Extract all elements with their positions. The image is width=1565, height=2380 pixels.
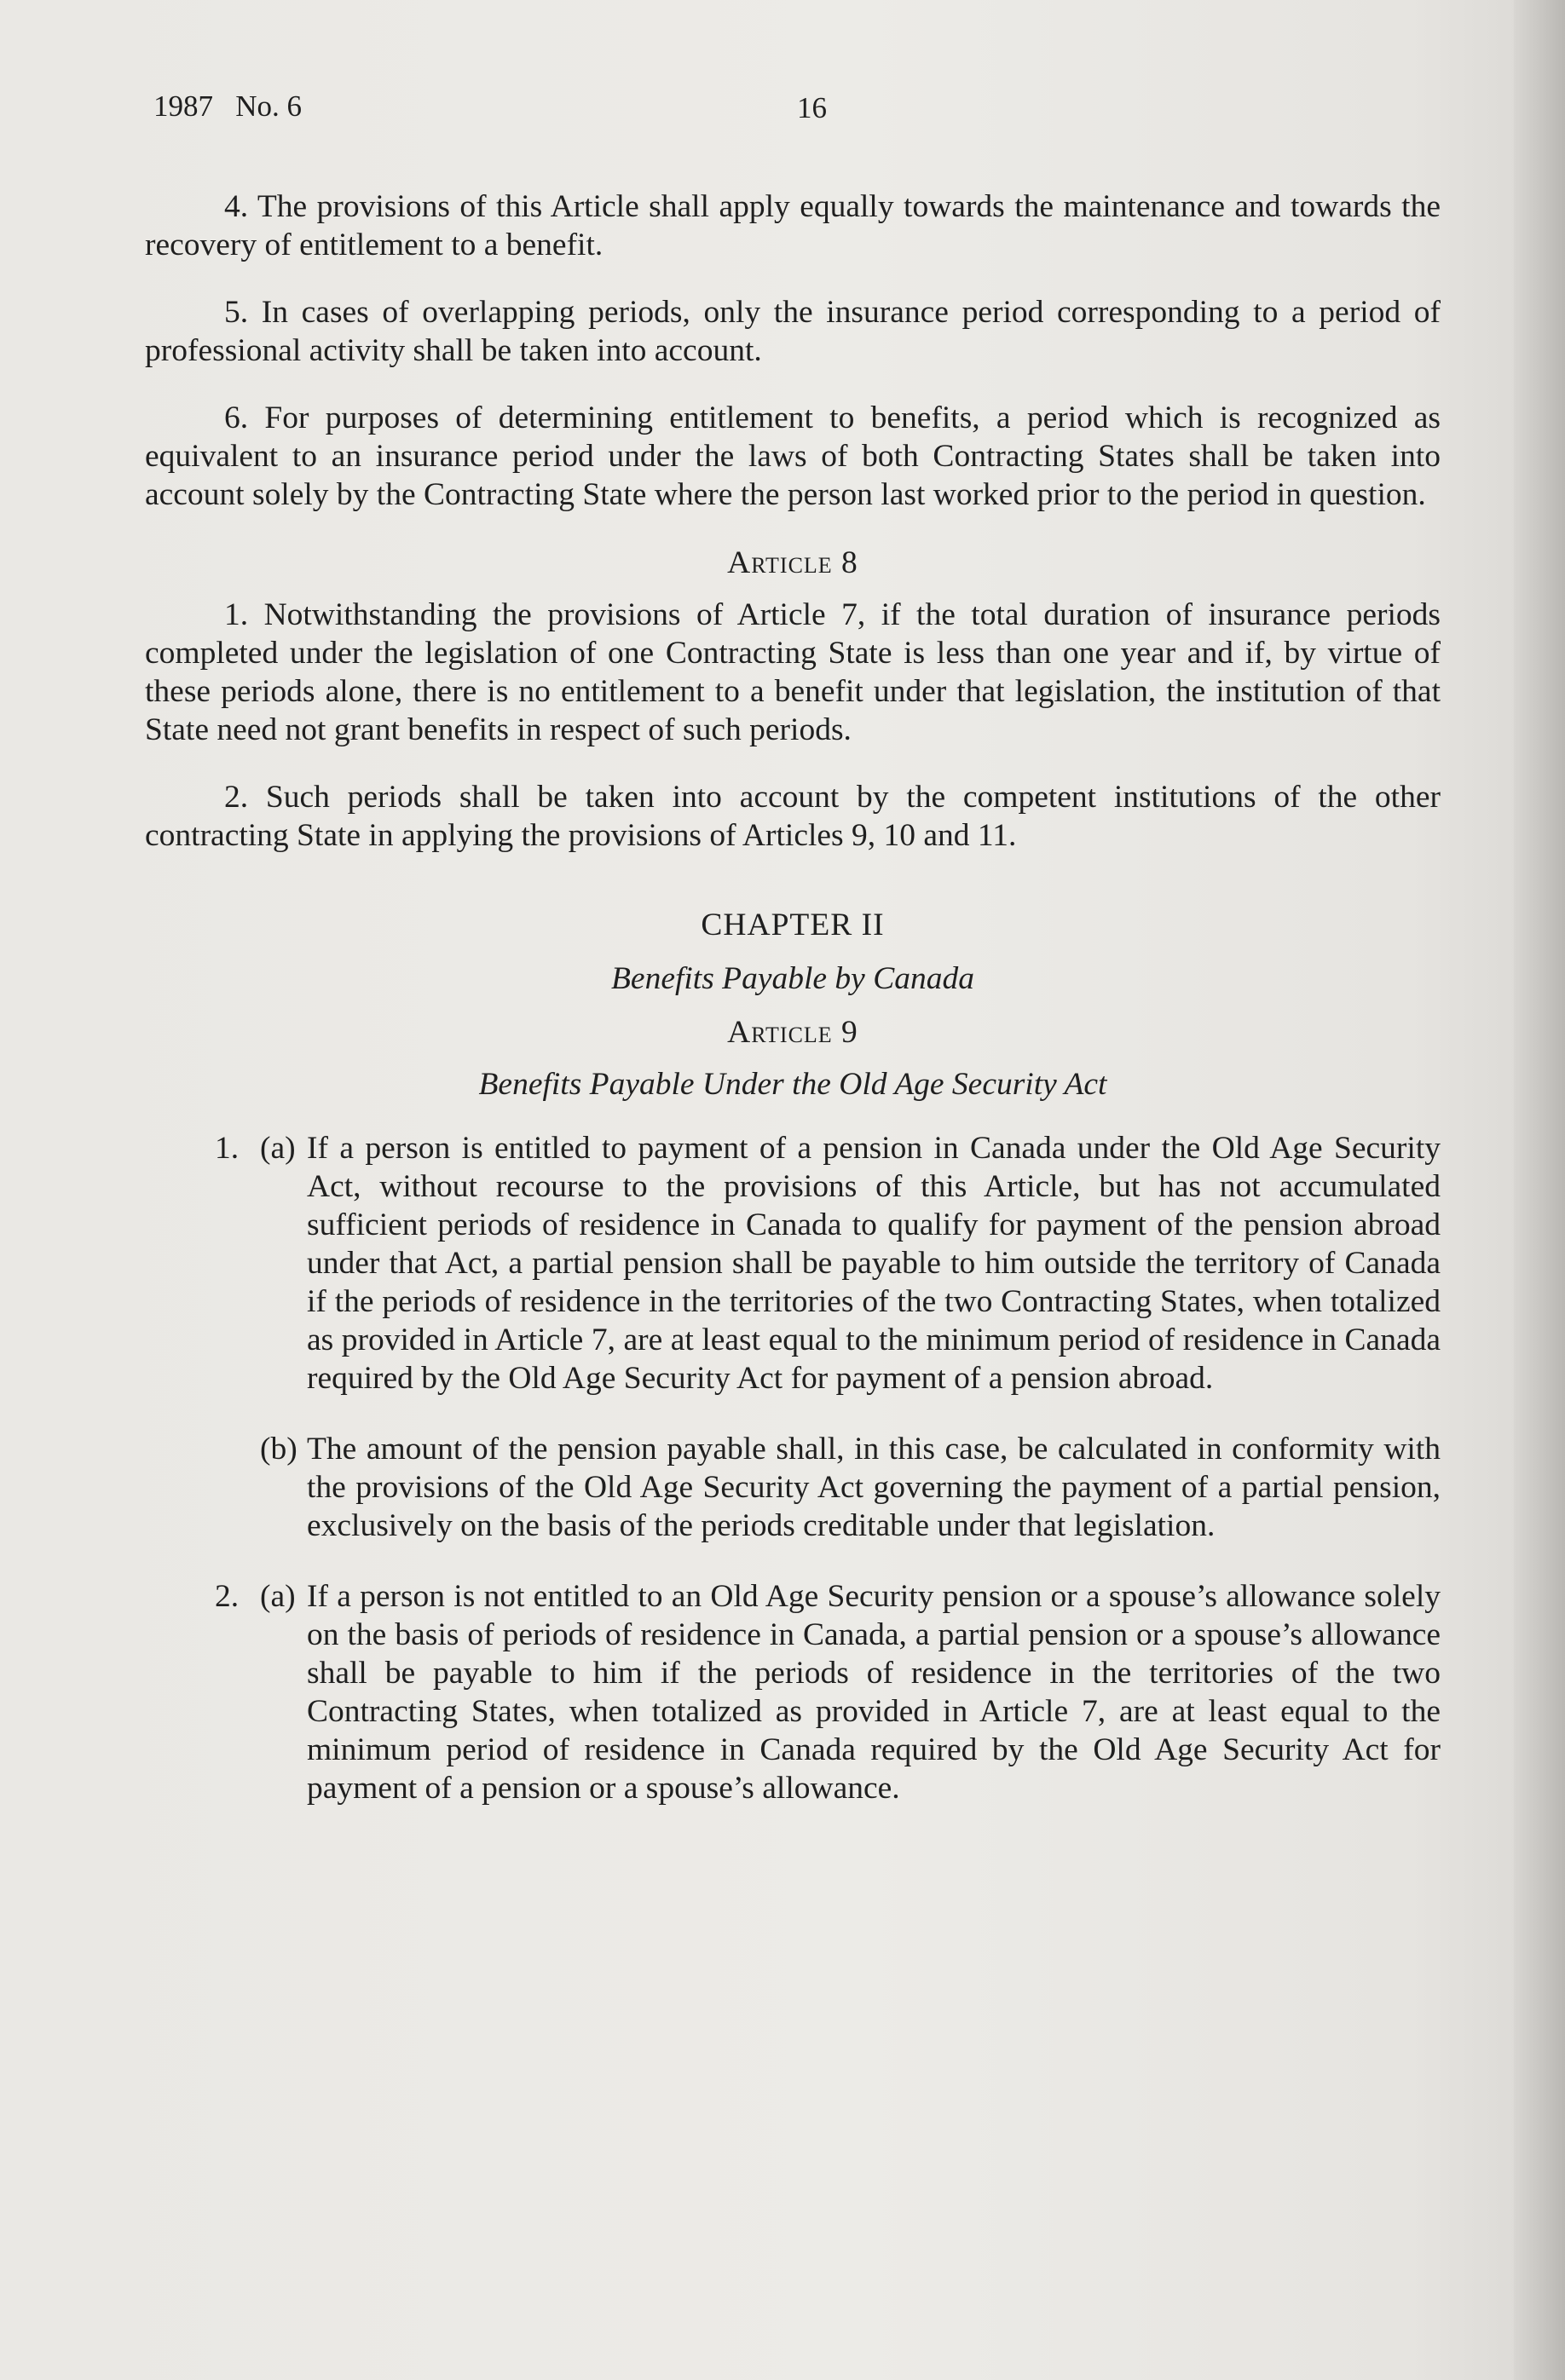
- paragraph: 2. Such periods shall be taken into account by the competent institutions of the other contracting State in applying the provisions of Articles 9, 10 and 11.: [145, 780, 1441, 853]
- list-item: [145, 1577, 1441, 1807]
- chapter-subtitle: Benefits Payable by Canada: [611, 961, 974, 996]
- item-text: The amount of the pension payable shall, in this case, be calculated in conformity with the provisions of the Old Age Security Act governing the payment of a partial pension, exclusively on the basis of the periods creditable under that legislation.: [307, 1432, 1441, 1543]
- page-header: [153, 89, 1415, 132]
- chapter-heading: CHAPTER II: [701, 908, 885, 942]
- item-letter: (a): [260, 1579, 296, 1614]
- list-item: [145, 1430, 1441, 1545]
- item-text: If a person is entitled to payment of a pension in Canada under the Old Age Security Act, without recourse to the provisions of this Article, but has not accumulated sufficient periods of residence in Canada to qualify for payment of the pension abroad under that Act, a partial pension shall be payable to him outside the territory of Canada if the periods of residence in the territories of the two Contracting States, when totalized as provided in Article 7, are at least equal to the minimum period of residence in Canada required by the Old Age Security Act for payment of a pension abroad.: [307, 1131, 1441, 1396]
- document-body: [145, 187, 1441, 1840]
- item-number: 2.: [215, 1579, 240, 1614]
- list-item: [145, 1129, 1441, 1397]
- paragraph: 5. In cases of overlapping periods, only the insurance period corresponding to a period of professional activity shall be taken into account.: [145, 295, 1441, 368]
- paragraph: 1. Notwithstanding the provisions of Article 7, if the total duration of insurance periods completed under the legislation of one Contracting State is less than one year and if, by virtue of these periods alone, there is no entitlement to a benefit under that legislation, the institution of that State need not grant benefits in respect of such periods.: [145, 597, 1441, 747]
- publication-number: 1987 No. 6: [153, 89, 303, 123]
- item-text: If a person is not entitled to an Old Age Security pension or a spouse’s allowance solely on the basis of periods of residence in Canada, a partial pension or a spouse’s allowance shall be payable to him if the periods of residence in the territories of the two Contracting States, when totalized as provided in Article 7, are at least equal to the minimum period of residence in Canada required by the Old Age Security Act for payment of a pension or a spouse’s allowance.: [307, 1579, 1441, 1806]
- article-heading: Article 9: [727, 1015, 858, 1050]
- article-subtitle: Benefits Payable Under the Old Age Security Act: [478, 1067, 1107, 1102]
- item-number: 1.: [215, 1131, 240, 1166]
- item-letter: (b): [260, 1432, 297, 1467]
- page-number: 16: [797, 91, 827, 124]
- paragraph: 4. The provisions of this Article shall apply equally towards the maintenance and towards the recovery of entitlement to a benefit.: [145, 189, 1441, 262]
- paragraph: 6. For purposes of determining entitlement to benefits, a period which is recognized as equivalent to an insurance period under the laws of both Contracting States shall be taken into account solely by the Contracting State where the person last worked prior to the period in question.: [145, 401, 1441, 512]
- book-spine-shadow: [1514, 0, 1565, 2380]
- article-heading: Article 8: [727, 545, 858, 580]
- item-letter: (a): [260, 1131, 296, 1166]
